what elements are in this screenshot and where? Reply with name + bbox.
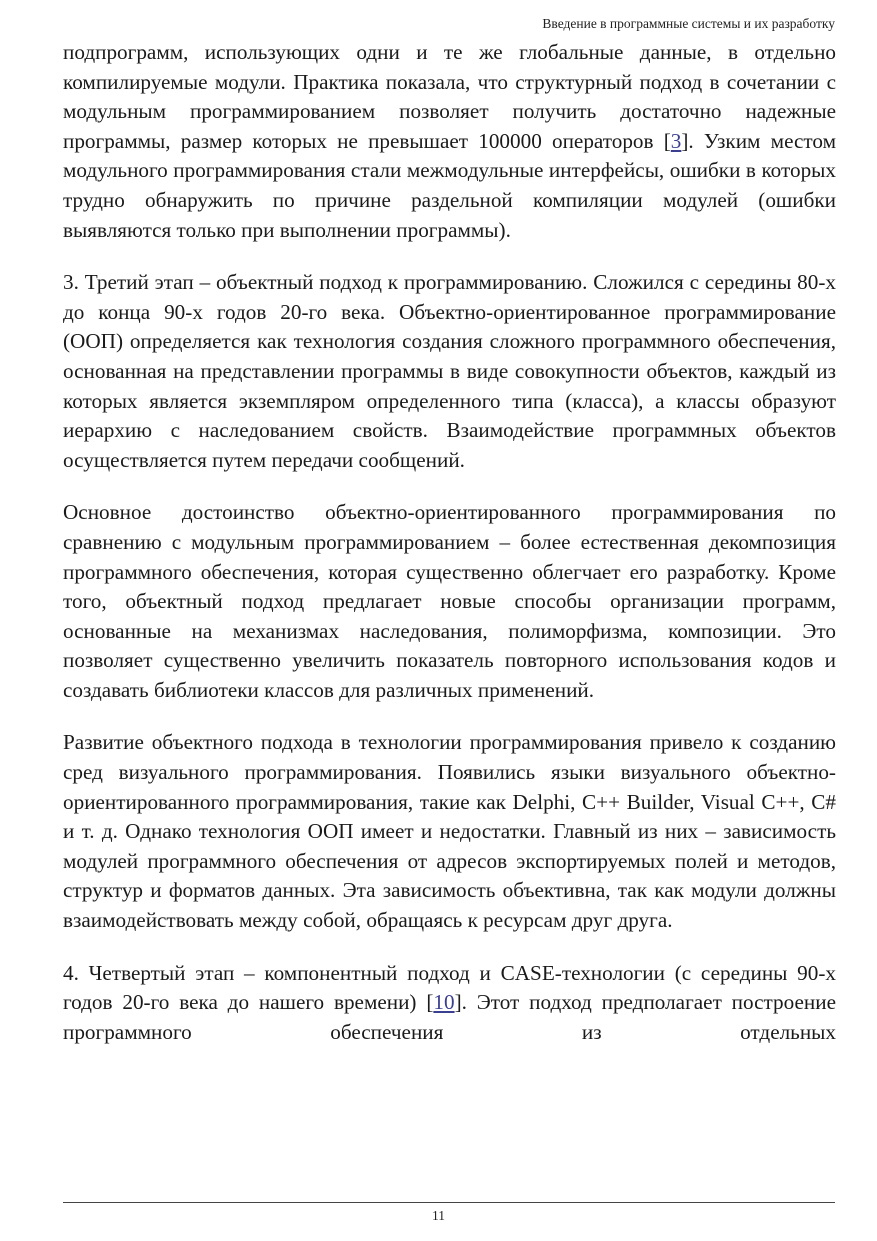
paragraph-fourth-stage xyxy=(63,959,836,1048)
footer-divider xyxy=(63,1202,835,1203)
page-number: 11 xyxy=(432,1208,445,1223)
paragraph-oop-advantages: Основное достоинство объектно-ориентированного программирования по сравнению с модульным программированием – более естественная декомпозиция программного обеспечения, которая существенно облегчает его разработку. Кроме того, объектный подход предлагает новые способы организации программ, основанные на механизмах наследования, полиморфизма, композиции. Это позволяет существенно увеличить показатель повторного использования кодов и создавать библиотеки классов для различных применений. xyxy=(63,500,836,702)
paragraph-text: 4. Четвертый этап – компонентный подход и CASE-технологии (с середины 90-х годов 20-го века до нашего времени) [ xyxy=(63,960,836,1015)
paragraph-third-stage: 3. Третий этап – объектный подход к программированию. Сложился с середины 80-х до конца 90-х годов 20-го века. Объектно-ориентированное программирование (ООП) определяется как технология создания сложного программного обеспечения, основанная на представлении программы в виде совокупности объектов, каждый из которых является экземпляром определенного типа (класса), а классы образуют иерархию с наследованием свойств. Взаимодействие программных объектов осуществляется путем передачи сообщений. xyxy=(63,270,836,472)
running-header: Введение в программные системы и их разработку xyxy=(542,16,835,31)
paragraph-text: ]. Узким местом модульного программирования стали межмодульные интерфейсы, ошибки в которых трудно обнаружить по причине раздельной компиляции модулей (ошибки выявляются только при выполнении программы). xyxy=(63,128,836,242)
citation-link[interactable]: 3 xyxy=(670,128,682,153)
paragraph-modular-programming xyxy=(63,38,836,245)
citation-link[interactable]: 10 xyxy=(433,990,455,1015)
paragraph-text: ]. Этот подход предполагает построение программного обеспечения из отдельных xyxy=(63,990,836,1044)
paragraph-text: подпрограмм, использующих одни и те же глобальные данные, в отдельно компилируемые модули. Практика показала, что структурный подход в сочетании с модульным программированием позволяет получить достаточно надежные программы, размер которых не превышает 100000 операторов [ xyxy=(63,40,836,153)
page-body xyxy=(63,38,836,1070)
paragraph-visual-programming: Развитие объектного подхода в технологии программирования привело к созданию сред визуального программирования. Появились языки визуального объектно-ориентированного программирования, такие как Delphi, C++ Builder, Visual C++, C# и т. д. Однако технология ООП имеет и недостатки. Главный из них – зависимость модулей программного обеспечения от адресов экспортируемых полей и методов, структур и форматов данных. Эта зависимость объективна, так как модули должны взаимодействовать между собой, обращаясь к ресурсам друг друга. xyxy=(63,730,836,933)
